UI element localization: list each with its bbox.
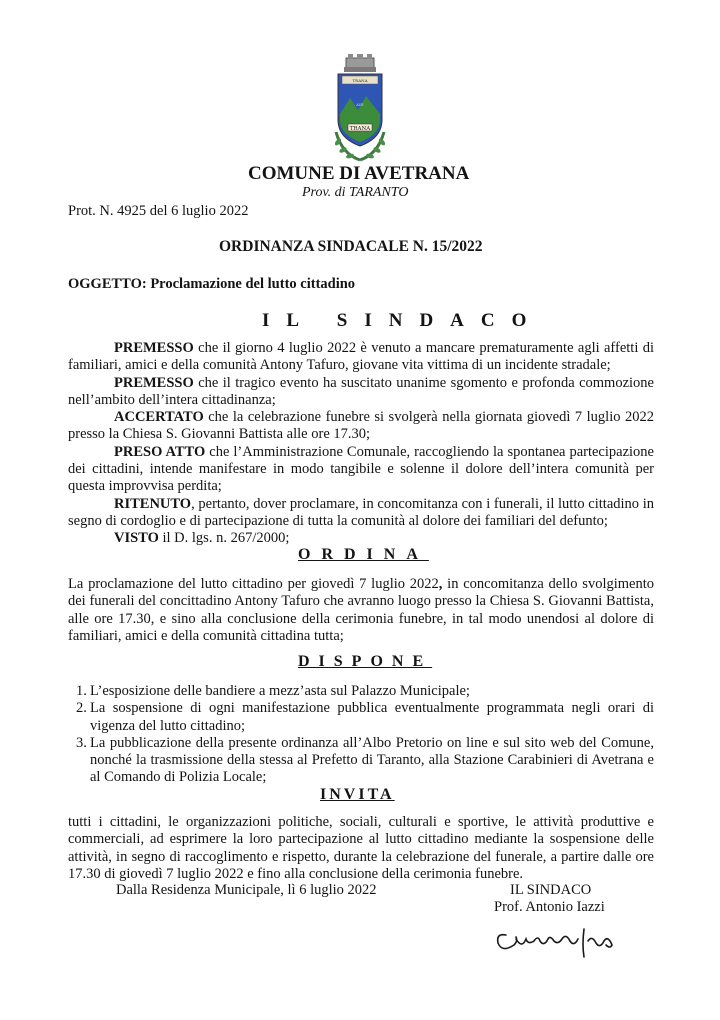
list-item: 2. La sospensione di ogni manifestazione pubblica eventualmente programmata negli orari di vigenza del lutto cittadino; [76, 700, 654, 734]
crest-small-text: AVE [356, 103, 364, 107]
ordinance-title: ORDINANZA SINDACALE N. 15/2022 [219, 238, 483, 255]
premise-paragraph: RITENUTO, pertanto, dover proclamare, in concomitanza con i funerali, il lutto cittadino in segno di cordoglio e di partecipazione di tutta la comunità al dolore dei familiari del defunto; [68, 495, 654, 529]
handwritten-signature [492, 915, 622, 960]
provincia: Prov. di TARANTO [302, 185, 409, 200]
dispone-heading: DISPONE [298, 653, 433, 670]
premise-paragraph: ACCERTATO che la celebrazione funebre si svolgerà nella giornata giovedì 7 luglio 2022 presso la Chiesa S. Giovanni Battista alle ore 17.30; [68, 409, 654, 443]
premise-paragraph: PREMESSO che il tragico evento ha suscitato unanime sgomento e profonda commozione nell’ambito dell’intera cittadinanza; [68, 374, 654, 408]
protocol-number: Prot. N. 4925 del 6 luglio 2022 [68, 203, 249, 219]
subject-text: : Proclamazione del lutto cittadino [141, 276, 356, 292]
premise-paragraph: VISTO il D. lgs. n. 267/2000; [114, 530, 290, 547]
crest-banner-text: TRANA [352, 78, 368, 83]
signer-name: Prof. Antonio Iazzi [494, 899, 605, 915]
ordina-heading: ORDINA [298, 546, 429, 563]
list-item: 3. La pubblicazione della presente ordinanza all’Albo Pretorio on line e sul sito web del Comune, nonché la trasmissione della stessa al Prefetto di Taranto, alla Stazione Carabinieri di Avetrana e al Comando di Polizia Locale; [76, 734, 654, 786]
invita-heading: INVITA [320, 786, 395, 803]
invita-paragraph: tutti i cittadini, le organizzazioni politiche, sociali, culturali e sportive, le attività produttive e commerciali, ad esprimere la loro partecipazione al lutto cittadino mediante la sospensione delle attività, in segno di raccoglimento e rispetto, durante la celebrazione del funerale, a partire dalle ore 17.30 di giovedì 7 luglio 2022 e fino alla conclusione della cerimonia funebre. [68, 814, 654, 882]
municipal-crest-logo [328, 54, 392, 164]
il-sindaco-heading: IL SINDACO [262, 310, 544, 331]
premises-section [68, 340, 654, 548]
crest-name-text: TRANA [349, 126, 371, 132]
place-date: Dalla Residenza Municipale, lì 6 luglio 2022 [116, 882, 377, 898]
comune-title: COMUNE DI AVETRANA [248, 163, 470, 184]
premise-paragraph: PRESO ATTO che l’Amministrazione Comunale, raccogliendo la spontanea partecipazione dei cittadini, intende manifestare in modo tangibile e solenne il dolore dell’intera comunità per questa improvvisa perdita; [68, 443, 654, 495]
signer-title: IL SINDACO [510, 882, 592, 898]
subject-label: OGGETTO [68, 276, 142, 292]
ordina-paragraph: La proclamazione del lutto cittadino per giovedì 7 luglio 2022, in concomitanza dello svolgimento dei funerali del concittadino Antony Tafuro che avranno luogo presso la Chiesa S. Giovanni Battista, alle ore 17.30, e sino alla conclusione della cerimonia funebre, in tal modo unendosi al dolore di familiari, amici e della comunità cittadina tutta; [68, 576, 655, 644]
subject-line [68, 276, 355, 293]
list-item: 1. L’esposizione delle bandiere a mezz’asta sul Palazzo Municipale; [76, 683, 470, 699]
premise-paragraph: PREMESSO che il giorno 4 luglio 2022 è venuto a mancare prematuramente agli affetti di familiari, amici e della comunità Antony Tafuro, giovane vita vittima di un incidente stradale; [68, 340, 654, 374]
dispone-list [76, 683, 654, 787]
